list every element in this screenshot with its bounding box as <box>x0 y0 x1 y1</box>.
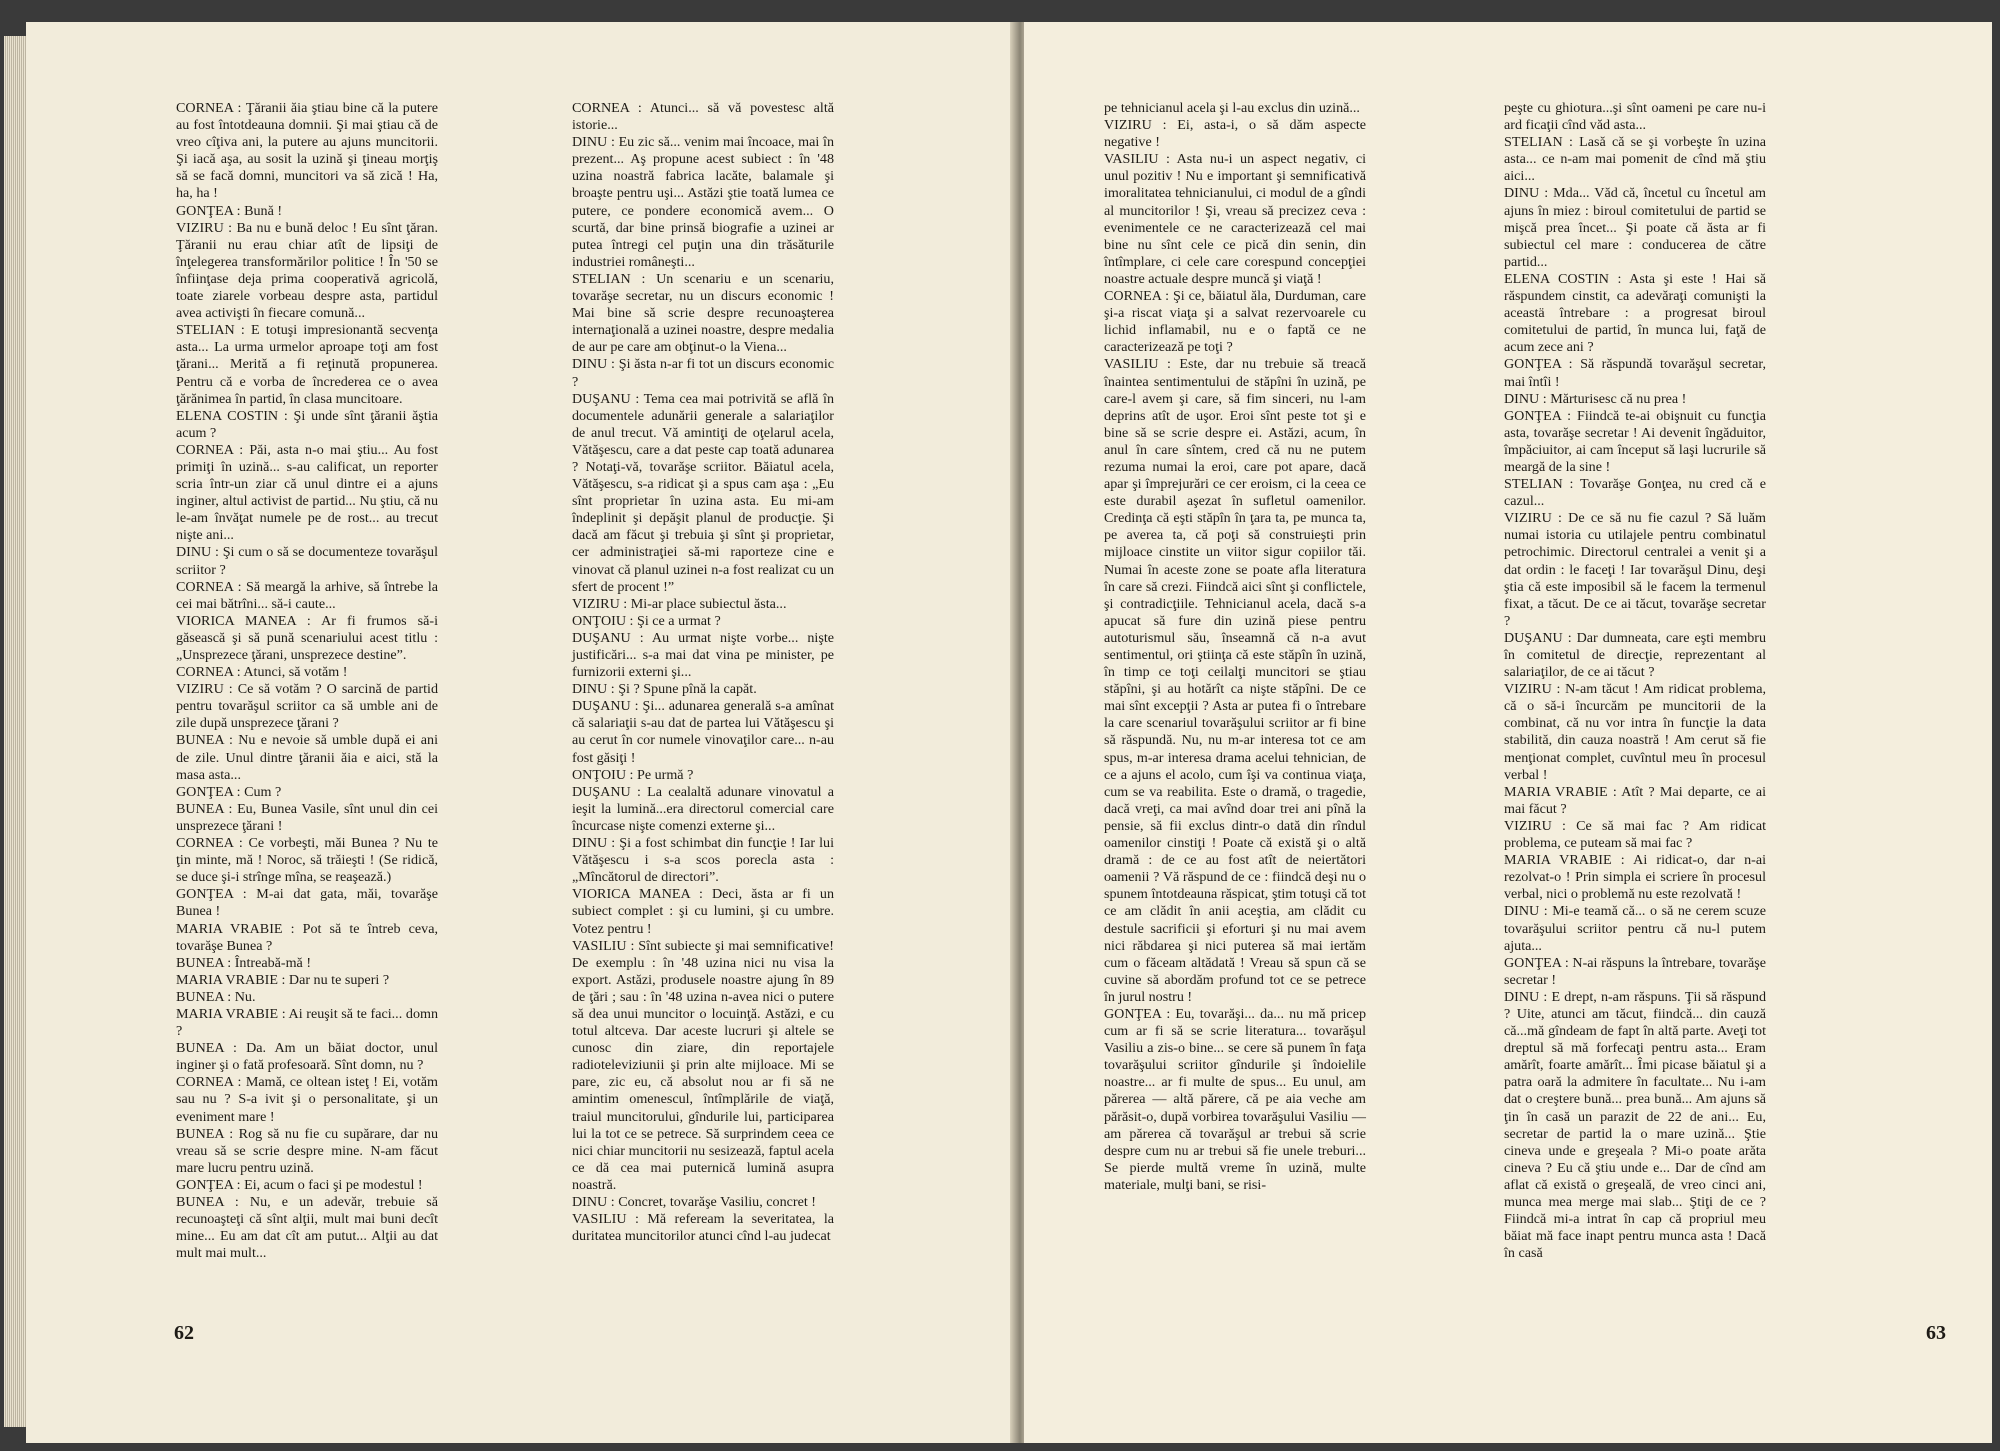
dialogue-paragraph: VIZIRU : Ei, asta-i, o să dăm aspecte negative ! <box>1104 117 1366 151</box>
dialogue-paragraph: BUNEA : Da. Am un băiat doctor, unul inginer şi o fată profesoară. Sînt domn, nu ? <box>176 1040 438 1074</box>
dialogue-paragraph: STELIAN : E totuşi impresionantă secvenţa asta... La urma urmelor aproape toţi am fost ţărani... Merită a fi reţinută propunerea. Pentru că e vorba de încrederea ce o avea ţărănimea în partid, în clasa muncitoare. <box>176 322 438 407</box>
dialogue-paragraph: MARIA VRABIE : Ai reuşit să te faci... domn ? <box>176 1005 438 1040</box>
dialogue-paragraph: DINU : Şi ăsta n-ar fi tot un discurs economic ? <box>572 356 834 390</box>
page-number-left: 62 <box>174 1322 194 1344</box>
right-column-1 <box>1104 100 1366 1194</box>
dialogue-paragraph: GONŢEA : N-ai răspuns la întrebare, tovarăşe secretar ! <box>1504 954 1766 988</box>
dialogue-paragraph: VASILIU : Mă refeream la severitatea, la duritatea muncitorilor atunci cînd l-au judecat <box>572 1211 834 1245</box>
dialogue-paragraph: MARIA VRABIE : Pot să te întreb ceva, tovarăşe Bunea ? <box>176 920 438 954</box>
page-number-right: 63 <box>1926 1322 1946 1344</box>
dialogue-paragraph: DINU : Mărturisesc că nu prea ! <box>1504 390 1687 407</box>
dialogue-paragraph: VIZIRU : N-am tăcut ! Am ridicat problema, că o să-i încurcăm pe muncitorii de la combinat, că nu vor intra în funcţie la data stabilită, din cauza noastră ! Am cerut să fie menţionat complet, cuvîntul meu în procesul verbal ! <box>1504 681 1766 783</box>
dialogue-paragraph: CORNEA : Atunci, să votăm ! <box>176 664 348 681</box>
dialogue-paragraph: BUNEA : Nu. <box>176 988 256 1005</box>
dialogue-paragraph: BUNEA : Nu, e un adevăr, trebuie să recunoaşteţi că sînt alţii, mult mai buni decît mine... Eu am dat cît am putut... Alţii au dat mult mai mult... <box>176 1194 438 1262</box>
dialogue-paragraph: VIZIRU : Ce să mai fac ? Am ridicat problema, ce puteam să mai fac ? <box>1504 817 1766 852</box>
dialogue-paragraph: VASILIU : Sînt subiecte şi mai semnificative! De exemplu : în '48 uzina nici nu visa la export. Astăzi, produsele noastre ajung în 89 de ţări ; sau : în '48 uzina n-avea nici o putere să dea unui muncitor o locuinţă. Astăzi, e cu totul altceva. Dar aceste lucruri şi altele se cunosc din ziare, din reportajele radioteleviziunii şi prin alte mijloace. Mi se pare, zic eu, că absolut nou ar fi să ne amintim omenescul, întîmplările de viaţă, traiul muncitorului, gîndurile lui, participarea lui la tot ce se petrece. Să surprindem ceea ce nici chiar muncitorii nu sesizează, faptul acela ce dă cea mai puternică lumină asupra noastră. <box>572 937 834 1193</box>
dialogue-paragraph: DINU : E drept, n-am răspuns. Ţii să răspund ? Uite, atunci am tăcut, fiindcă... din cauză că...mă gîndeam de fapt în altă parte. Aveţi tot dreptul să mă forfecaţi pentru asta... Eram amărît, foarte amărît... Îmi picase băiatul şi a patra oară la admitere în facultate... Nu i-am dat o creştere bună... prea bună... Am ajuns să ţin în casă un parazit de 22 de ani... Eu, secretar de partid la o mare uzină... Ştie cineva unde e greşeala ? Mi-o poate arăta cineva ? Eu că ştiu unde e... Dar de cînd am aflat că există o greşeală, de vreo cinci ani, munca mea merge mai slab... Ştiţi de ce ? Fiindcă mi-a intrat în cap că propriul meu băiat mă face inapt pentru munca asta ! Dacă în casă <box>1504 988 1766 1262</box>
dialogue-paragraph: CORNEA : Mamă, ce oltean isteţ ! Ei, votăm sau nu ? S-a ivit şi o personalitate, şi un eveniment mare ! <box>176 1074 438 1125</box>
dialogue-paragraph: DUŞANU : Au urmat nişte vorbe... nişte justificări... s-a mai dat vina pe minister, pe furnizorii externi şi... <box>572 629 834 681</box>
left-page <box>26 22 1016 1443</box>
dialogue-paragraph: DUŞANU : Tema cea mai potrivită se află în documentele adunării generale a salariaţilor de anul trecut. Vă amintiţi de oţelarul acela, Vătăşescu, care a dat peste cap toată adunarea ? Notaţi-vă, tovarăşe scriitor. Băiatul acela, Vătăşescu, s-a ridicat şi a spus cam aşa : „Eu sînt proprietar în uzina asta. Eu mi-am îndeplinit şi depăşit planul de producţie. Şi dacă am făcut şi trebuia şi sînt şi proprietar, cer administraţiei să-mi raporteze cine e vinovat că planul uzinei n-a fost realizat cu un sfert de procent !” <box>572 390 834 595</box>
dialogue-paragraph: ONŢOIU : Pe urmă ? <box>572 766 694 783</box>
page-edges <box>4 36 26 1427</box>
dialogue-paragraph: BUNEA : Nu e nevoie să umble după ei ani de zile. Unul dintre ţăranii ăia e aici, stă la masa asta... <box>176 732 438 783</box>
dialogue-paragraph: DINU : Şi ? Spune pînă la capăt. <box>572 681 757 698</box>
dialogue-paragraph: ELENA COSTIN : Şi unde sînt ţăranii ăştia acum ? <box>176 407 438 441</box>
dialogue-paragraph: DINU : Mda... Văd că, încetul cu încetul am ajuns în miez : biroul comitetului de partid se mişcă prea încet... Şi poate că ăsta ar fi subiectul cel mare : conducerea de către partid... <box>1504 185 1766 270</box>
dialogue-paragraph: BUNEA : Rog să nu fie cu supărare, dar nu vreau să se scrie despre mine. N-am făcut mare lucru pentru uzină. <box>176 1125 438 1176</box>
dialogue-paragraph: GONŢEA : Cum ? <box>176 783 282 800</box>
dialogue-paragraph: DINU : Şi cum o să se documenteze tovarăşul scriitor ? <box>176 544 438 578</box>
left-column-1 <box>176 100 438 1262</box>
dialogue-paragraph: MARIA VRABIE : Dar nu te superi ? <box>176 971 390 988</box>
dialogue-paragraph: BUNEA : Întreabă-mă ! <box>176 954 312 971</box>
dialogue-paragraph: GONŢEA : Fiindcă te-ai obişnuit cu funcţia asta, tovarăşe secretar ! Ai devenit îngăduitor, împăciuitor, ai cam început să laşi lucrurile să meargă de la sine ! <box>1504 407 1766 475</box>
dialogue-paragraph: GONŢEA : M-ai dat gata, măi, tovarăşe Bunea ! <box>176 886 438 920</box>
dialogue-paragraph: GONŢEA : Ei, acum o faci şi pe modestul ! <box>176 1176 423 1193</box>
dialogue-paragraph: DINU : Mi-e teamă că... o să ne cerem scuze tovarăşului scriitor pentru că nu-l putem ajuta... <box>1504 903 1766 954</box>
dialogue-paragraph: STELIAN : Lasă că se şi vorbeşte în uzina asta... ce n-am mai pomenit de cînd mă ştiu aici... <box>1504 134 1766 185</box>
dialogue-paragraph: DUŞANU : La cealaltă adunare vinovatul a ieşit la lumină...era directorul comercial care încurcase nişte comenzi externe şi... <box>572 783 834 834</box>
dialogue-paragraph: VIORICA MANEA : Deci, ăsta ar fi un subiect complet : şi cu lumini, şi cu umbre. Votez pentru ! <box>572 886 834 937</box>
dialogue-paragraph: peşte cu ghiotura...şi sînt oameni pe care nu-i ard ficaţii cînd văd asta... <box>1504 100 1766 134</box>
dialogue-paragraph: CORNEA : Ce vorbeşti, măi Bunea ? Nu te ţin minte, mă ! Noroc, să trăieşti ! (Se ridică, se duce şi-i strînge mîna, se reaşează.) <box>176 835 438 886</box>
dialogue-paragraph: DUŞANU : Dar dumneata, care eşti membru în comitetul de direcţie, reprezentant al salariaţilor, de ce ai tăcut ? <box>1504 629 1766 681</box>
right-page <box>1024 22 1992 1443</box>
dialogue-paragraph: GONŢEA : Bună ! <box>176 202 283 219</box>
dialogue-paragraph: CORNEA : Să meargă la arhive, să întrebe la cei mai bătrîni... să-i caute... <box>176 578 438 612</box>
dialogue-paragraph: VASILIU : Asta nu-i un aspect negativ, ci unul pozitiv ! Nu e important şi semnificativă imoralitatea tehnicianului, ci modul de a gîndi al muncitorilor ! Şi, vreau să precizez ceva : evenimentele ce ne caracterizează cel mai bine nu sînt cele ce pică din senin, din întîmplare, ci cele care corespund concepţiei noastre actuale despre muncă şi viaţă ! <box>1104 151 1366 287</box>
dialogue-paragraph: VIZIRU : De ce să nu fie cazul ? Să luăm numai istoria cu utilajele pentru combinatul petrochimic. Directorul centralei a venit şi a dat ordin : le faceţi ! Iar tovarăşul Dinu, deşi ştia că este imposibil să le facem la termenul fixat, a tăcut. De ce ai tăcut, tovarăşe secretar ? <box>1504 510 1766 629</box>
dialogue-paragraph: VIZIRU : Ba nu e bună deloc ! Eu sînt ţăran. Ţăranii nu erau chiar atît de lipsiţi de înţelegerea transformărilor politice ! În '50 se înfiinţase deja prima cooperativă agricolă, toate ziarele vorbeau despre asta, partidul avea activişti în fiecare comună... <box>176 219 438 322</box>
right-column-2 <box>1504 100 1766 1262</box>
left-column-2 <box>572 100 834 1245</box>
dialogue-paragraph: MARIA VRABIE : Ai ridicat-o, dar n-ai rezolvat-o ! Prin simpla ei scriere în procesul verbal, nici o problemă nu este rezolvată ! <box>1504 852 1766 903</box>
dialogue-paragraph: CORNEA : Păi, asta n-o mai ştiu... Au fost primiţi în uzină... s-au calificat, un reporter scria într-un ziar că unul dintre ei a ajuns inginer, altul activist de partid... Nu ştiu, că nu le-am învăţat numele pe de rost... au trecut nişte ani... <box>176 441 438 544</box>
dialogue-paragraph: ONŢOIU : Şi ce a urmat ? <box>572 612 721 629</box>
dialogue-paragraph: VIZIRU : Mi-ar place subiectul ăsta... <box>572 595 787 612</box>
dialogue-paragraph: ELENA COSTIN : Asta şi este ! Hai să răspundem cinstit, ca adevăraţi comunişti la aceastä întrebare : a progresat biroul comitetului de partid, în munca lui, faţă de acum zece ani ? <box>1504 270 1766 356</box>
dialogue-paragraph: CORNEA : Şi ce, băiatul ăla, Durduman, care şi-a riscat viaţa şi a salvat rezervoarele cu lichid inflamabil, nu e o faptă ce ne caracterizează pe toţi ? <box>1104 288 1366 356</box>
dialogue-paragraph: CORNEA : Atunci... să vă povestesc altă istorie... <box>572 100 834 134</box>
dialogue-paragraph: VASILIU : Este, dar nu trebuie să treacă înaintea sentimentului de stăpîni în uzină, pe care-l avem şi care, să fim sinceri, nu l-am deprins atît de uşor. Eroi sînt peste tot şi e bine să se scrie despre ei. Astăzi, acum, în anul în care sîntem, cred că nu ne putem rezuma numai la eroi, care pot apare, dacă apar şi împrejurări ce cer eroism, ci la ceea ce este durabil aşezat în sufletul oamenilor. Credinţa că eşti stăpîn în ţara ta, pe munca ta, pe averea ta, că poţi să construieşti prin mijloace cinstite un viitor sigur copiilor tăi. Numai în aceste zone se poate afla literatura în care să crezi. Fiindcă aici sînt şi conflictele, şi contradicţiile. Tehnicianul acela, dacă s-a apucat să fure din uzină piese pentru autoturismul său, înseamnă că n-a avut sentimentul, ori ştiinţa că este stăpîn în uzină, în timp ce toţi ceilalţi muncitori se ştiau stăpîni, şi au hotărît ca nişte stăpîni. De ce mai sînt excepţii ? Asta ar putea fi o întrebare la care scenariul tovarăşului scriitor ar fi bine să răspundă. Nu, nu m-ar interesa tot ce am spus, m-ar interesa drama acelui tehnician, de ce a ajuns el acolo, cum îşi va continua viaţa, cum se va reabilita. Este o dramă, o tragedie, dacă vreţi, ca mai avînd doar trei ani pînă la pensie, să fii exclus dintr-o dată din rîndul oamenilor cinstiţi ! Poate că există şi o altă dramă : de ce au fost atît de neiertători oamenii ? Vă răspund de ce : fiindcă deşi nu o spunem întotdeauna răspicat, ştim totuşi că tot ce am clădit în anii aceştia, am clădit cu destule sacrificii şi eforturi şi nu mai avem nici răbdarea şi nici puterea să mai iertăm cum o făceam altădată ! Vreau să spun că se cuvine să abordăm profund tot ce se petrece în jurul nostru ! <box>1104 356 1366 1005</box>
dialogue-paragraph: GONŢEA : Eu, tovarăşi... da... nu mă pricep cum ar fi să se scrie literatura... tovarăşul Vasiliu a zis-o bine... se cere să punem în faţa tovarăşului scriitor gîndurile şi îndoielile noastre... ar fi multe de spus... Eu unul, am părerea — altă părere, că pe aia veche am părăsit-o, după vorbirea tovarăşului Vasiliu — am părerea că tovarăşul ar trebui să scrie despre cum nu ar trebui să fie unele treburi... Se pierde multă vreme în uzină, multe materiale, mulţi bani, se risi- <box>1104 1005 1366 1193</box>
dialogue-paragraph: DINU : Eu zic să... venim mai încoace, mai în prezent... Aş propune acest subiect : în '48 uzina noastră fabrica lacăte, balamale şi broaşte pentru uşi... Astăzi ştie toată lumea ce putere, ce pondere economică avem... O scurtă, dar bine prinsă biografie a uzinei ar putea întregi cel puţin una din trăsăturile industriei româneşti... <box>572 134 834 270</box>
dialogue-paragraph: DINU : Şi a fost schimbat din funcţie ! Iar lui Vătăşescu i s-a scos porecla asta : „Mîncătorul de directori”. <box>572 835 834 886</box>
dialogue-paragraph: VIZIRU : Ce să votăm ? O sarcină de partid pentru tovarăşul scriitor ca să umble ani de zile după unsprezece ţărani ? <box>176 681 438 732</box>
dialogue-paragraph: BUNEA : Eu, Bunea Vasile, sînt unul din cei unsprezece ţărani ! <box>176 800 438 834</box>
dialogue-paragraph: DUŞANU : Şi... adunarea generală s-a amînat că salariaţii s-au dat de partea lui Vătăşescu şi au cerut în cor numele vinovaţilor care... n-au fost găsiţi ! <box>572 698 834 766</box>
dialogue-paragraph: VIORICA MANEA : Ar fi frumos să-i găsească şi să pună scenariului acest titlu : „Unsprezece ţărani, unsprezece destine”. <box>176 612 438 663</box>
dialogue-paragraph: STELIAN : Un scenariu e un scenariu, tovarăşe secretar, nu un discurs economic ! Mai bine să scrie despre recunoaşterea internaţională a uzinei noastre, despre medalia de aur pe care am obţinut-o la Viena... <box>572 270 834 356</box>
dialogue-paragraph: CORNEA : Ţăranii ăia ştiau bine că la putere au fost întotdeauna domnii. Şi mai ştiau că de vreo cîţiva ani, la putere au ajuns muncitorii. Şi iacă aşa, au sosit la uzină şi ţineau morţiş să se facă domni, muncitori va să zică ! Ha, ha, ha ! <box>176 100 438 202</box>
dialogue-paragraph: GONŢEA : Să răspundă tovarăşul secretar, mai întîi ! <box>1504 356 1766 390</box>
dialogue-paragraph: STELIAN : Tovarăşe Gonţea, nu cred că e cazul... <box>1504 476 1766 510</box>
dialogue-paragraph: DINU : Concret, tovarăşe Vasiliu, concret ! <box>572 1194 816 1210</box>
dialogue-paragraph: MARIA VRABIE : Atît ? Mai departe, ce ai mai făcut ? <box>1504 783 1766 817</box>
dialogue-paragraph: pe tehnicianul acela şi l-au exclus din uzină... <box>1104 100 1360 116</box>
